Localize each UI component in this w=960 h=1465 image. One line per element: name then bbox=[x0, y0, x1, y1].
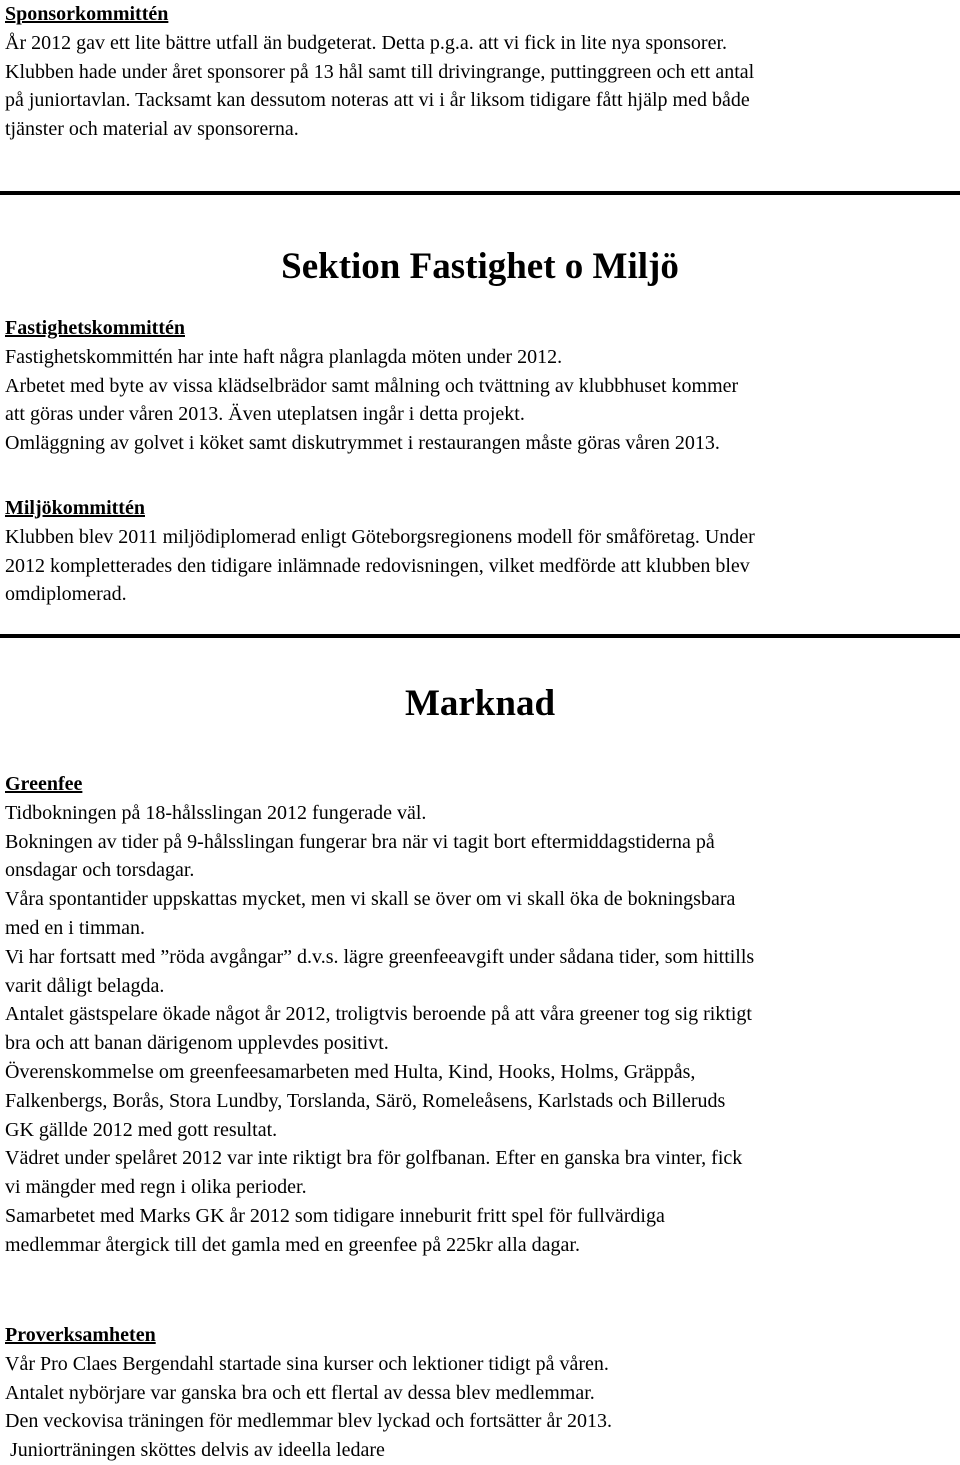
pro-block bbox=[5, 1321, 955, 1465]
greenfee-line: med en i timman. bbox=[5, 916, 145, 939]
section-divider bbox=[0, 191, 960, 195]
miljo-line: Klubben blev 2011 miljödiplomerad enligt Göteborgsregionens modell för småföretag. Under bbox=[5, 525, 755, 548]
greenfee-line: Vi har fortsatt med ”röda avgångar” d.v.s. lägre greenfeeavgift under sådana tider, som hittills bbox=[5, 945, 755, 968]
pro-line: Juniorträningen sköttes delvis av ideella ledare bbox=[5, 1439, 385, 1462]
greenfee-line: varit dåligt belagda. bbox=[5, 974, 165, 997]
greenfee-line: Våra spontantider uppskattas mycket, men vi skall se över om vi skall öka de bokningsbara bbox=[5, 888, 736, 911]
greenfee-line: Vädret under spelåret 2012 var inte riktigt bra för golfbanan. Efter en ganska bra vinter, fick bbox=[5, 1147, 743, 1170]
greenfee-line: Falkenbergs, Borås, Stora Lundby, Torslanda, Särö, Romeleåsens, Karlstads och Billeruds bbox=[5, 1089, 726, 1112]
greenfee-line: medlemmar återgick till det gamla med en greenfee på 225kr alla dagar. bbox=[5, 1233, 580, 1256]
miljo-block bbox=[5, 494, 955, 609]
greenfee-line: Samarbetet med Marks GK år 2012 som tidigare inneburit fritt spel för fullvärdiga bbox=[5, 1204, 665, 1227]
miljo-heading: Miljökommittén bbox=[5, 497, 145, 519]
pro-line: Antalet nybörjare var ganska bra och ett flertal av dessa blev medlemmar. bbox=[5, 1381, 595, 1404]
pro-line: Den veckovisa träningen för medlemmar blev lyckad och fortsätter år 2013. bbox=[5, 1410, 613, 1433]
sponsor-block bbox=[5, 0, 955, 144]
fastighet-block bbox=[5, 314, 955, 458]
sponsor-line: tjänster och material av sponsorerna. bbox=[5, 118, 299, 141]
greenfee-line: Överenskommelse om greenfeesamarbeten med Hulta, Kind, Hooks, Holms, Gräppås, bbox=[5, 1060, 696, 1083]
greenfee-line: vi mängder med regn i olika perioder. bbox=[5, 1176, 307, 1199]
greenfee-line: Tidbokningen på 18-hålsslingan 2012 fungerade väl. bbox=[5, 801, 427, 824]
fastighet-line: Omläggning av golvet i köket samt diskutrymmet i restaurangen måste göras våren 2013. bbox=[5, 432, 720, 455]
pro-heading: Proverksamheten bbox=[5, 1324, 156, 1346]
greenfee-line: onsdagar och torsdagar. bbox=[5, 859, 195, 882]
greenfee-heading: Greenfee bbox=[5, 773, 83, 795]
greenfee-block bbox=[5, 770, 955, 1260]
section-title-marknad: Marknad bbox=[404, 683, 556, 724]
fastighet-heading: Fastighetskommittén bbox=[5, 317, 185, 339]
fastighet-line: att göras under våren 2013. Även uteplatsen ingår i detta projekt. bbox=[5, 403, 525, 426]
miljo-line: 2012 kompletterades den tidigare inlämnade redovisningen, vilket medförde att klubben blev bbox=[5, 554, 750, 577]
greenfee-line: Bokningen av tider på 9-hålsslingan fungerar bra när vi tagit bort eftermiddagstiderna på bbox=[5, 830, 715, 853]
section-title-fastighet-miljo: Sektion Fastighet o Miljö bbox=[281, 246, 679, 287]
greenfee-line: GK gällde 2012 med gott resultat. bbox=[5, 1118, 278, 1141]
sponsor-line: Klubben hade under året sponsorer på 13 hål samt till drivingrange, puttinggreen och ett antal bbox=[5, 60, 755, 83]
sponsor-line: År 2012 gav ett lite bättre utfall än budgeterat. Detta p.g.a. att vi fick in lite nya sponsorer. bbox=[5, 31, 728, 54]
greenfee-line: bra och att banan därigenom upplevdes positivt. bbox=[5, 1032, 389, 1055]
greenfee-line: Antalet gästspelare ökade något år 2012, troligtvis beroende på att våra greener tog sig riktigt bbox=[5, 1003, 752, 1026]
sponsor-heading: Sponsorkommittén bbox=[5, 3, 169, 25]
section-divider bbox=[0, 634, 960, 638]
fastighet-line: Arbetet med byte av vissa klädselbrädor samt målning och tvättning av klubbhuset kommer bbox=[5, 374, 739, 397]
fastighet-line: Fastighetskommittén har inte haft några planlagda möten under 2012. bbox=[5, 345, 563, 368]
miljo-line: omdiplomerad. bbox=[5, 583, 127, 606]
sponsor-line: på juniortavlan. Tacksamt kan dessutom noteras att vi i år liksom tidigare fått hjälp med både bbox=[5, 89, 750, 112]
pro-line: Vår Pro Claes Bergendahl startade sina kurser och lektioner tidigt på våren. bbox=[5, 1352, 609, 1375]
